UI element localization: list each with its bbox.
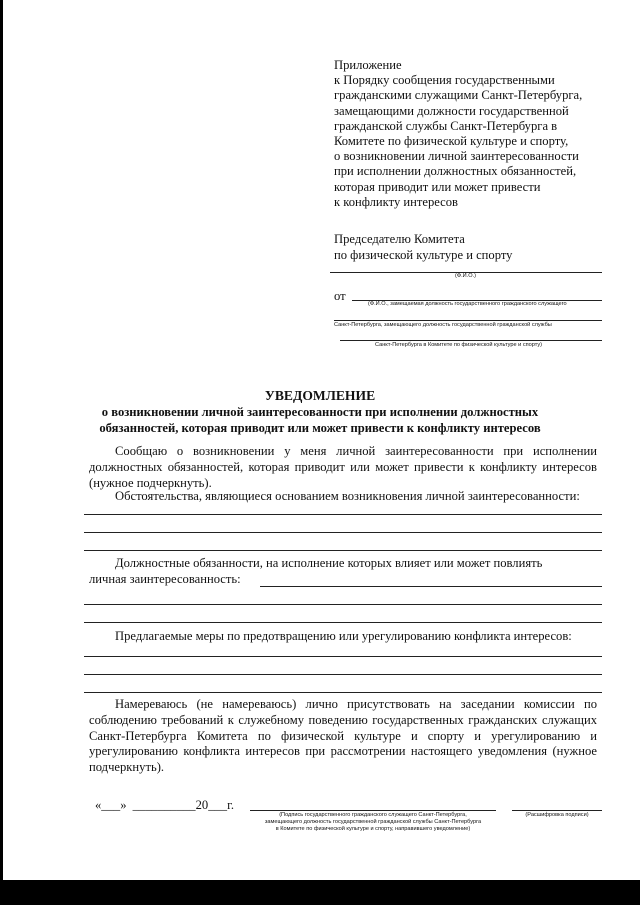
department-caption: Санкт-Петербурга в Комитете по физической культуре и спорту): [375, 342, 543, 348]
appendix-header: [334, 58, 624, 210]
signature-decode-caption: (Расшифровка подписи): [525, 812, 589, 818]
scan-left-border: [0, 0, 3, 905]
signature-decode-line[interactable]: [512, 810, 602, 811]
addressee-block: [334, 231, 512, 263]
appendix-line: замещающими должности государственной: [334, 103, 569, 118]
appendix-line: Комитете по физической культуре и спорту,: [334, 134, 569, 149]
appendix-line: к Порядку сообщения государственными: [334, 73, 555, 88]
signature-caption-line2: замещающего должность государственной гражданской службы Санкт-Петербурга: [264, 819, 482, 825]
appendix-line: Приложение: [334, 58, 402, 72]
measures-line-1[interactable]: [84, 656, 602, 657]
duties-line-1[interactable]: [260, 586, 602, 587]
notice-subtitle1: о возникновении личной заинтересованности при исполнении должностных: [101, 405, 539, 419]
signature-line[interactable]: [250, 810, 496, 811]
signature-caption-line3: в Комитете по физической культуре и спорту, направившего уведомление): [275, 826, 471, 832]
notice-subtitle2: обязанностей, которая приводит или может привести к конфликту интересов: [99, 421, 541, 435]
department-input-line[interactable]: [340, 340, 602, 341]
fio-caption: (Ф.И.О.): [455, 273, 477, 279]
signature-caption: [248, 812, 498, 833]
duties-line-2[interactable]: [84, 604, 602, 605]
scan-bottom-band: [0, 880, 640, 905]
position-input-line[interactable]: [334, 320, 602, 321]
circumstances-line-2[interactable]: [84, 532, 602, 533]
signature-date[interactable]: «___» __________20___г.: [95, 798, 234, 812]
circumstances-line-1[interactable]: [84, 514, 602, 515]
appendix-line: при исполнении должностных обязанностей,: [334, 164, 577, 179]
from-label: от: [334, 289, 346, 303]
addressee-line2: по физической культуре и спорту: [334, 248, 513, 262]
appendix-line: гражданской службы Санкт-Петербурга в: [334, 118, 558, 133]
circumstances-line-3[interactable]: [84, 550, 602, 551]
paragraph-duties-line2: личная заинтересованность:: [89, 572, 241, 586]
notice-title: УВЕДОМЛЕНИЕ: [264, 388, 376, 403]
measures-line-2[interactable]: [84, 674, 602, 675]
signature-caption-line1: (Подпись государственного гражданского служащего Санкт-Петербурга,: [279, 812, 467, 818]
appendix-line: к конфликту интересов: [334, 194, 458, 209]
paragraph-measures: Предлагаемые меры по предотвращению или урегулированию конфликта интересов:: [115, 629, 572, 643]
paragraph-report: Сообщаю о возникновении у меня личной заинтересованности при исполнении должностных обязанностей, которая приводит или может привести к конфликту интересов (нужное подчеркнуть).: [89, 444, 597, 490]
appendix-line: гражданскими служащими Санкт-Петербурга,: [334, 88, 583, 103]
appendix-line: о возникновении личной заинтересованности: [334, 149, 579, 164]
appendix-line: которая приводит или может привести: [334, 179, 541, 194]
position-caption: Санкт-Петербурга, замещающего должность государственной гражданской службы: [334, 322, 552, 328]
from-caption: (Ф.И.О., замещаемая должность государственного гражданского служащего: [368, 301, 567, 307]
measures-line-3[interactable]: [84, 692, 602, 693]
duties-line-3[interactable]: [84, 622, 602, 623]
paragraph-circumstances: Обстоятельства, являющиеся основанием возникновения личной заинтересованности:: [115, 489, 580, 503]
paragraph-duties-line1: Должностные обязанности, на исполнение которых влияет или может повлиять: [115, 556, 543, 570]
addressee-line1: Председателю Комитета: [334, 232, 465, 246]
paragraph-attendance: Намереваюсь (не намереваюсь) лично присутствовать на заседании комиссии по соблюдению требований к служебному поведению государственных гражданских служащих Санкт-Петербурга Комитета по физической культуре и спорту и урегулированию и урегулированию конфликта интересов при рассмотрении настоящего уведомления (нужное подчеркнуть).: [89, 697, 597, 775]
